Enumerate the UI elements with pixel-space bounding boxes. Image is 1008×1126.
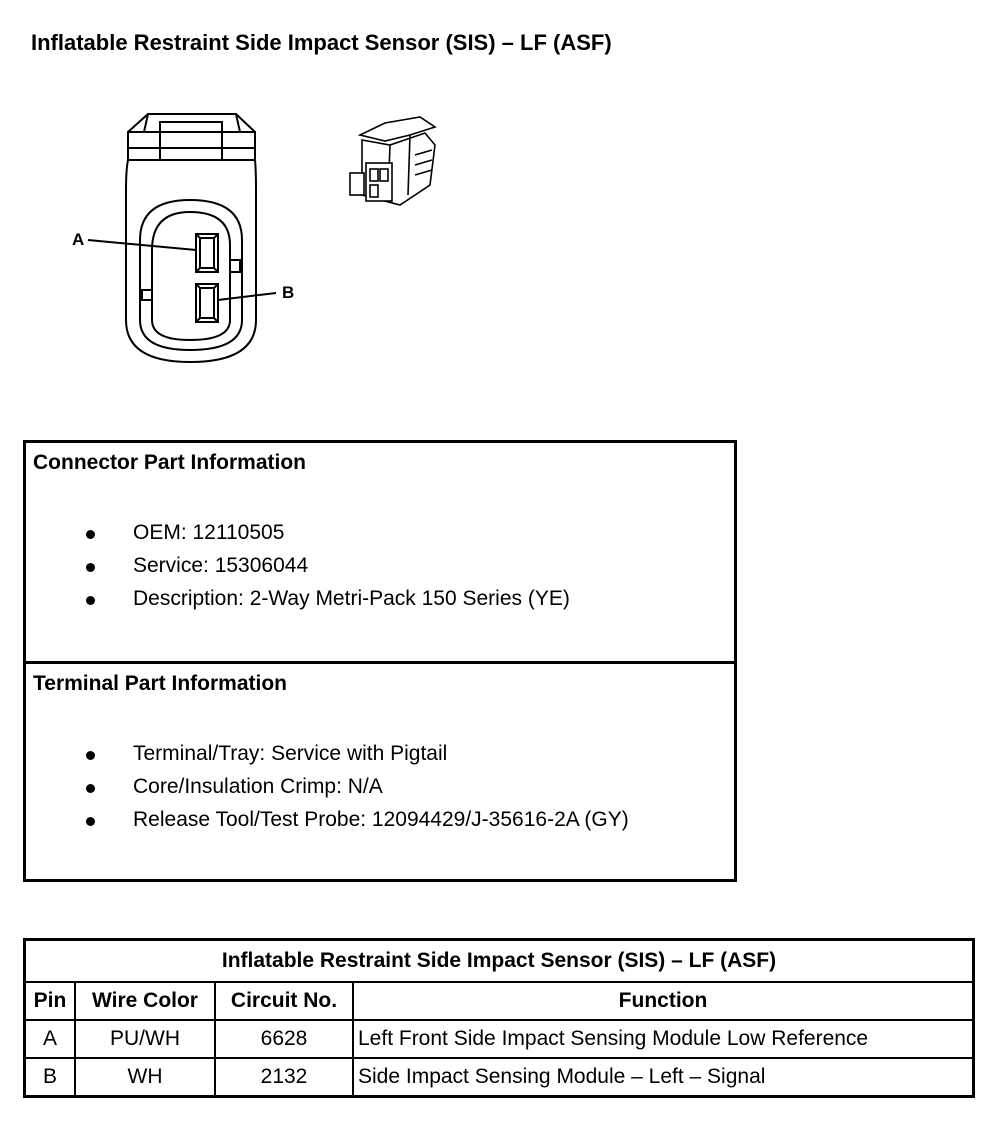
list-item-text: Release Tool/Test Probe: 12094429/J-35616-2A (GY) [133, 808, 629, 831]
connector-3d-thumbnail [340, 105, 450, 215]
list-item-text: Core/Insulation Crimp: N/A [133, 775, 383, 798]
table-row [25, 1058, 974, 1097]
list-item-text: Description: 2-Way Metri-Pack 150 Series (YE) [133, 587, 570, 610]
table-header-row [25, 982, 974, 1020]
column-header-circuit-no: Circuit No. [215, 982, 353, 1020]
list-item-text: Terminal/Tray: Service with Pigtail [133, 742, 448, 765]
connector-face-diagram [60, 100, 300, 370]
bullet-icon [86, 751, 95, 760]
table-row [25, 1020, 974, 1058]
bullet-icon [86, 530, 95, 539]
cell-circuit-no: 2132 [215, 1058, 353, 1097]
part-information-box [23, 440, 737, 882]
pin-label-b: B [282, 283, 295, 302]
table-title-row [25, 940, 974, 983]
cell-wire-color: WH [75, 1058, 215, 1097]
bullet-icon [86, 596, 95, 605]
cell-function: Left Front Side Impact Sensing Module Low Reference [353, 1020, 974, 1058]
cell-pin: A [25, 1020, 76, 1058]
list-item-text: OEM: 12110505 [133, 521, 285, 544]
bullet-icon [86, 563, 95, 572]
terminal-part-section [26, 664, 734, 879]
column-header-function: Function [353, 982, 974, 1020]
terminal-part-heading: Terminal Part Information [33, 672, 287, 695]
column-header-wire-color: Wire Color [75, 982, 215, 1020]
table-title: Inflatable Restraint Side Impact Sensor (SIS) – LF (ASF) [25, 940, 974, 983]
bullet-icon [86, 817, 95, 826]
pin-table [23, 938, 975, 1098]
pin-label-a: A [72, 230, 85, 249]
connector-part-section [26, 443, 734, 664]
page-title: Inflatable Restraint Side Impact Sensor (SIS) – LF (ASF) [31, 30, 612, 55]
list-item-text: Service: 15306044 [133, 554, 309, 577]
connector-part-heading: Connector Part Information [33, 451, 307, 474]
cell-circuit-no: 6628 [215, 1020, 353, 1058]
cell-function: Side Impact Sensing Module – Left – Signal [353, 1058, 974, 1097]
cell-wire-color: PU/WH [75, 1020, 215, 1058]
cell-pin: B [25, 1058, 76, 1097]
bullet-icon [86, 784, 95, 793]
column-header-pin: Pin [25, 982, 76, 1020]
